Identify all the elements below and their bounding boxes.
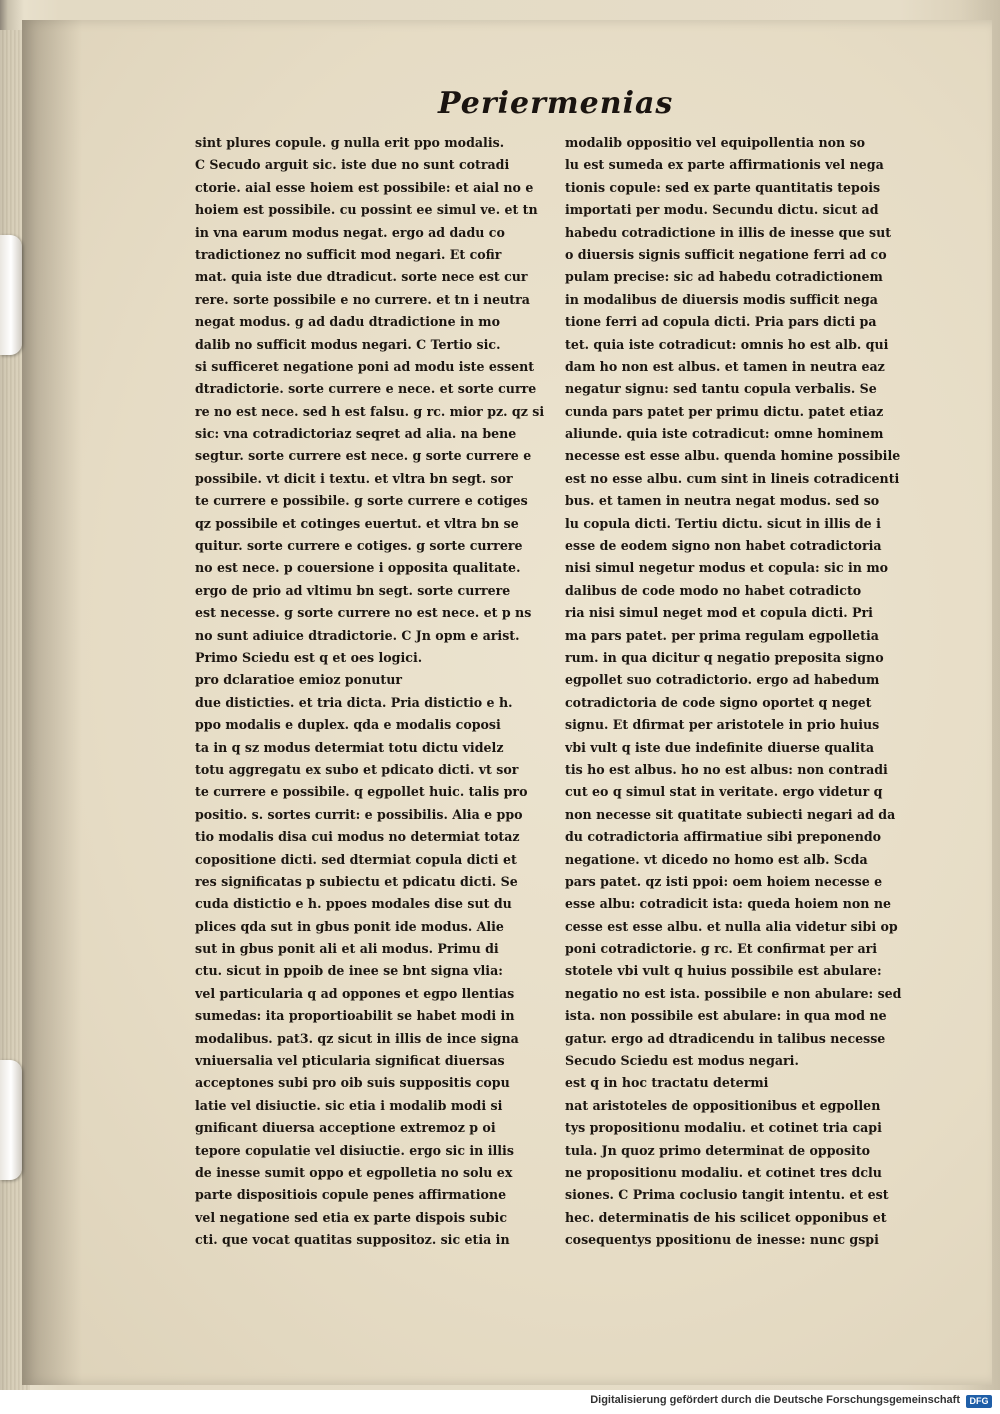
text-line: necesse est esse albu. quenda homine possibile [565,448,901,464]
text-line: tione ferri ad copula dicti. Pria pars dicti pa [565,314,877,330]
text-line: nat aristoteles de oppositionibus et egpollen [565,1097,881,1113]
text-line: te currere e possibile. q egpollet huic. talis pro [195,784,528,800]
text-line: modalibus. pat3. qz sicut in illis de ince signa [195,1030,519,1046]
text-line: signu. Et dfirmat per aristotele in prio huius [565,717,880,733]
text-line: vel negatione sed etia ex parte dispois subic [195,1209,508,1225]
text-line: cuda distictio e h. ppoes modales dise sut du [195,896,512,912]
text-line: stotele vbi vult q huius possibile est abulare: [565,963,882,979]
left-column [195,132,560,1252]
text-line: ista. non possibile est abulare: in qua mod ne [565,1008,887,1024]
text-line: cut eo q simul stat in veritate. ergo videtur q [565,784,883,800]
text-line: tio modalis disa cui modus no determiat totaz [195,829,520,845]
text-line: ppo modalis e duplex. qda e modalis coposi [195,717,501,733]
text-line: tet. quia iste cotradicut: omnis ho est alb. qui [565,336,889,352]
text-line: cunda pars patet per primu dictu. patet etiaz [565,403,884,419]
text-line: res significatas p subiectu et pdicatu dicti. Se [195,873,518,889]
text-line: possibile. vt dicit i textu. et vltra bn segt. sor [195,470,513,486]
text-line: Secudo Sciedu est modus negari. [565,1053,799,1069]
text-line: no sunt adiuice dtradictorie. C Jn opm e arist. [195,627,520,643]
text-line: plices qda sut in gbus ponit ide modus. Alie [195,918,504,934]
text-line: ctu. sicut in ppoib de inee se bnt signa vlia: [195,963,503,979]
text-line: dalib no sufficit modus negari. C Tertio sic. [195,336,501,352]
text-line: sint plures copule. g nulla erit ppo modalis. [195,135,505,150]
text-line: ne propositionu modaliu. et cotinet tres dclu [565,1164,882,1180]
text-line: hoiem est possibile. cu possint ee simul ve. et tn [195,202,538,218]
text-line: esse albu: cotradicit ista: queda hoiem non ne [565,896,891,912]
text-line: acceptones subi pro oib suis suppositis copu [195,1075,510,1091]
text-line: cti. que vocat quatitas suppositoz. sic etia in [195,1232,510,1248]
text-line: importati per modu. Secundu dictu. sicut ad [565,202,879,218]
text-line: tis ho est albus. ho no est albus: non contradi [565,761,888,777]
text-line: modalib oppositio vel equipollentia non so [565,135,866,150]
text-line: poni cotradictorie. g rc. Et confirmat per ari [565,941,878,957]
text-line: dtradictorie. sorte currere e nece. et sorte curre [195,381,537,397]
text-line: rere. sorte possibile e no currere. et tn i neutra [195,291,530,307]
text-line: rum. in qua dicitur q negatio preposita signo [565,649,884,665]
text-line: hec. determinatis de his scilicet opponibus et [565,1209,887,1225]
text-line: dalibus de code modo no habet cotradicto [565,582,862,598]
text-line: mat. quia iste due dtradicut. sorte nece est cur [195,269,528,285]
text-line: sut in gbus ponit ali et ali modus. Primu di [195,941,499,957]
text-line: du cotradictoria affirmatiue sibi preponendo [565,829,882,845]
text-line: non necesse sit quatitate subiecti negari ad da [565,806,896,822]
text-line: nisi simul negetur modus et copula: sic in mo [565,560,889,576]
text-line: sic: vna cotradictoriaz seqret ad alia. na bene [195,426,517,442]
text-line: ergo de prio ad vltimu bn segt. sorte currere [195,582,511,598]
text-line: parte dispositiois copule penes affirmatione [195,1187,507,1203]
text-line: ctorie. aial esse hoiem est possibile: et aial no e [195,179,534,195]
text-line: cotradictoria de code signo oportet q neget [565,694,872,710]
text-line: de inesse sumit oppo et egpolletia no solu ex [195,1164,513,1180]
text-line: due disticties. et tria dicta. Pria distictio e h. [195,694,513,710]
text-line: C Secudo arguit sic. iste due no sunt cotradi [195,157,510,173]
text-line: lu copula dicti. Tertiu dictu. sicut in illis de i [565,515,881,531]
text-line: tys propositionu modaliu. et cotinet tria capi [565,1120,882,1136]
text-line: tula. Jn quoz primo determinat de opposito [565,1142,871,1158]
text-line: no est nece. p couersione i opposita qualitate. [195,560,521,576]
page-clip-top [0,235,22,355]
text-line: negatione. vt dicedo no homo est alb. Scda [565,851,868,867]
text-line: negatur signu: sed tantu copula verbalis. Se [565,381,877,397]
text-line: vel particularia q ad oppones et egpo llentias [195,985,515,1001]
text-line: est necesse. g sorte currere no est nece. et p ns [195,605,532,621]
text-line: segtur. sorte currere est nece. g sorte currere e [195,448,532,464]
text-line: copositione dicti. sed dtermiat copula dicti et [195,851,517,867]
text-line: pulam precise: sic ad habedu cotradictionem [565,269,883,285]
text-line: lu est sumeda ex parte affirmationis vel nega [565,157,884,173]
text-line: sumedas: ita proportioabilit se habet modi in [195,1008,515,1024]
running-head: Periermenias [438,86,674,121]
text-line: totu aggregatu ex subo et pdicato dicti. vt sor [195,761,519,777]
text-line: ta in q sz modus determiat totu dictu videlz [195,739,504,755]
text-line: tepore copulatie vel disiuctie. ergo sic in illis [195,1142,514,1158]
text-line: tionis copule: sed ex parte quantitatis tepois [565,179,881,195]
binding-shadow [22,20,82,1385]
text-line: o diuersis signis sufficit negatione ferri ad co [565,246,887,262]
text-line: siones. C Prima coclusio tangit intentu. et est [565,1187,889,1203]
text-line: pars patet. qz isti ppoi: oem hoiem necesse e [565,873,883,889]
text-line: ria nisi simul neget mod et copula dicti. Pri [565,605,873,621]
text-line: gatur. ergo ad dtradicendu in talibus necesse [565,1030,886,1046]
text-line: in modalibus de diuersis modis sufficit nega [565,291,878,307]
text-line: cesse est esse albu. et nulla alia videtur sibi op [565,918,898,934]
text-line: pro dclaratioe emioz ponutur [195,672,403,688]
text-line: positio. s. sortes currit: e possibilis. Alia e ppo [195,806,523,822]
text-line: gnificant diuersa acceptione extremoz p oi [195,1120,496,1136]
text-line: re no est nece. sed h est falsu. g rc. mior pz. qz si [195,403,545,419]
text-line: ma pars patet. per prima regulam egpolletia [565,627,879,643]
text-line: Primo Sciedu est q et oes logici. [195,649,423,665]
text-line: egpollet suo cotradictorio. ergo ad habedum [565,672,880,688]
text-line: est q in hoc tractatu determi [565,1075,769,1091]
text-line: qz possibile et cotinges euertut. et vltra bn se [195,515,519,531]
text-line: vbi vult q iste due indefinite diuerse qualita [565,739,875,755]
text-line: dam ho non est albus. et tamen in neutra eaz [565,358,885,374]
text-line: est no esse albu. cum sint in lineis cotradicenti [565,470,900,486]
text-line: habedu cotradictione in illis de inesse que sut [565,224,892,240]
text-line: negatio no est ista. possibile e non abulare: sed [565,985,902,1001]
text-line: si sufficeret negatione poni ad modu iste essent [195,358,535,374]
text-line: te currere e possibile. g sorte currere e cotiges [195,493,528,509]
page-clip-bottom [0,1060,22,1180]
text-line: esse de eodem signo non habet cotradictoria [565,538,882,554]
right-column [565,132,930,1252]
text-line: bus. et tamen in neutra negat modus. sed so [565,493,880,509]
text-line: in vna earum modus negat. ergo ad dadu co [195,224,505,240]
text-line: cosequentys ppositionu de inesse: nunc gspi [565,1232,879,1248]
text-line: latie vel disiuctie. sic etia i modalib modi si [195,1097,503,1113]
dfg-logo: DFG [966,1395,992,1408]
text-line: tradictionez no sufficit mod negari. Et cofir [195,246,502,262]
text-line: vniuersalia vel pticularia significat diuersas [195,1053,505,1069]
text-line: negat modus. g ad dadu dtradictione in mo [195,314,501,330]
footer-credit: Digitalisierung gefördert durch die Deutsche Forschungsgemeinschaft [590,1394,960,1406]
text-line: aliunde. quia iste cotradicut: omne hominem [565,426,884,442]
text-line: quitur. sorte currere e cotiges. g sorte currere [195,538,523,554]
